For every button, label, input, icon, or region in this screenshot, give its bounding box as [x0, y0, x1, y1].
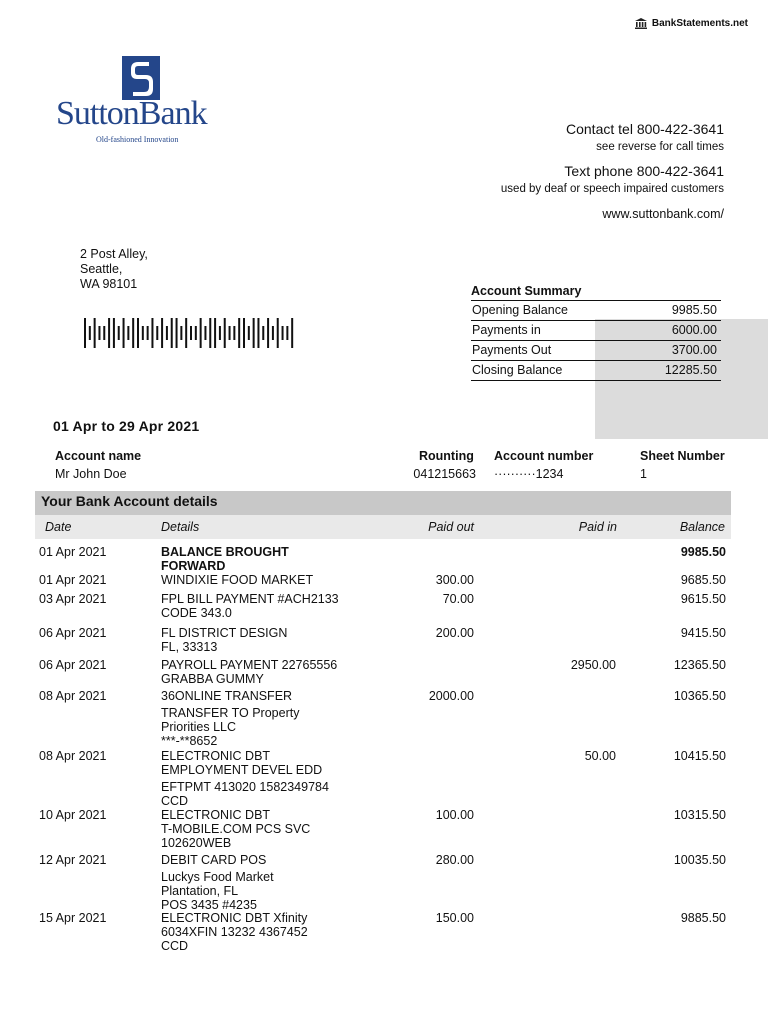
address-line: Seattle,	[80, 262, 123, 276]
tx-date: 01 Apr 2021	[39, 545, 107, 559]
tx-detail-line: ELECTRONIC DBT	[161, 749, 271, 763]
tx-date: 08 Apr 2021	[39, 749, 107, 763]
contact-tel: Contact tel 800-422-3641	[566, 121, 724, 137]
tx-detail-line: T-MOBILE.COM PCS SVC	[161, 822, 311, 836]
summary-label: Payments in	[472, 323, 541, 337]
postal-barcode	[84, 318, 296, 348]
tx-details	[161, 545, 289, 573]
account-summary	[471, 283, 721, 381]
barcode-bar	[108, 318, 110, 348]
barcode-bar	[89, 326, 91, 340]
tx-detail-line: GRABBA GUMMY	[161, 672, 264, 686]
contact-text-note: used by deaf or speech impaired customers	[500, 183, 724, 195]
col-date: Date	[45, 520, 72, 534]
barcode-bar	[185, 318, 187, 348]
tx-paid-in: 2950.00	[570, 658, 616, 672]
col-paid-out: Paid out	[428, 520, 474, 534]
barcode-bar	[243, 318, 245, 348]
tx-detail-line: ELECTRONIC DBT	[161, 808, 271, 822]
barcode-bar	[161, 318, 163, 348]
routing-label: Rounting	[419, 449, 474, 463]
tx-detail-line: FORWARD	[161, 559, 226, 573]
tx-paid-out: 280.00	[435, 853, 474, 867]
barcode-bar	[229, 326, 231, 340]
tx-date: 01 Apr 2021	[39, 573, 107, 587]
tx-detail-line: CODE 343.0	[161, 606, 232, 620]
barcode-bar	[171, 318, 173, 348]
barcode-bar	[94, 318, 96, 348]
tx-balance: 12365.50	[673, 658, 726, 672]
address-line: 2 Post Alley,	[80, 247, 148, 261]
barcode-bar	[291, 318, 293, 348]
barcode-bar	[262, 326, 264, 340]
tx-balance: 10315.50	[673, 808, 726, 822]
barcode-bar	[272, 326, 274, 340]
tx-detail-line: FL DISTRICT DESIGN	[161, 626, 288, 640]
tx-balance: 9615.50	[680, 592, 726, 606]
transaction-column-headers	[35, 515, 731, 539]
tx-date: 06 Apr 2021	[39, 626, 107, 640]
tx-detail-line: 36ONLINE TRANSFER	[161, 689, 293, 703]
statement-period: 01 Apr to 29 Apr 2021	[53, 418, 200, 434]
tx-date: 10 Apr 2021	[39, 808, 107, 822]
contact-website[interactable]: www.suttonbank.com/	[602, 207, 724, 221]
summary-title: Account Summary	[471, 283, 721, 301]
summary-row-opening	[471, 301, 721, 321]
barcode-bar	[190, 326, 192, 340]
watermark	[635, 18, 748, 29]
tx-details	[161, 592, 339, 620]
tx-detail-line: WINDIXIE FOOD MARKET	[161, 573, 314, 587]
barcode-bar	[166, 326, 168, 340]
tx-detail-line: 6034XFIN 13232 4367452	[161, 925, 308, 939]
col-paid-in: Paid in	[578, 520, 617, 534]
summary-row-closing	[471, 361, 721, 381]
col-balance: Balance	[679, 520, 725, 534]
barcode-bar	[113, 318, 115, 348]
barcode-bar	[142, 326, 144, 340]
barcode-bar	[282, 326, 284, 340]
summary-value: 12285.50	[664, 363, 717, 377]
logo-s-mark-icon	[122, 56, 160, 100]
routing-value: 041215663	[413, 467, 476, 481]
tx-details	[161, 853, 274, 912]
tx-date: 06 Apr 2021	[39, 658, 107, 672]
tx-date: 15 Apr 2021	[39, 911, 107, 925]
tx-details	[161, 658, 337, 686]
barcode-bar	[277, 318, 279, 348]
tx-detail-line: CCD	[161, 939, 189, 953]
tx-detail-line: Plantation, FL	[161, 884, 239, 898]
summary-label: Payments Out	[472, 343, 552, 357]
tx-balance: 10415.50	[673, 749, 726, 763]
tx-balance: 9985.50	[680, 545, 726, 559]
barcode-bar	[147, 326, 149, 340]
summary-row-payments-in	[471, 321, 721, 341]
summary-row-payments-out	[471, 341, 721, 361]
account-name-label: Account name	[55, 449, 142, 463]
sheet-number-label: Sheet Number	[640, 449, 725, 463]
tx-details	[161, 749, 329, 808]
address-line: WA 98101	[80, 277, 138, 291]
tx-balance: 9885.50	[680, 911, 726, 925]
barcode-bar	[195, 326, 197, 340]
barcode-bar	[209, 318, 211, 348]
bank-tagline: Old-fashioned Innovation	[96, 135, 179, 144]
tx-detail-line: FL, 33313	[161, 640, 218, 654]
tx-paid-in: 50.00	[584, 749, 616, 763]
barcode-bar	[137, 318, 139, 348]
barcode-bar	[118, 326, 120, 340]
tx-paid-out: 300.00	[435, 573, 474, 587]
tx-balance: 9685.50	[680, 573, 726, 587]
customer-address	[80, 247, 148, 292]
tx-detail-line: POS 3435 #4235	[161, 898, 257, 912]
tx-date: 12 Apr 2021	[39, 853, 107, 867]
barcode-bar	[176, 318, 178, 348]
tx-detail-line: ELECTRONIC DBT Xfinity	[161, 911, 308, 925]
account-number-label: Account number	[494, 449, 594, 463]
barcode-bar	[156, 326, 158, 340]
bank-icon	[635, 18, 647, 29]
barcode-bar	[214, 318, 216, 348]
tx-detail-line: EMPLOYMENT DEVEL EDD	[161, 763, 323, 777]
barcode-bar	[224, 318, 226, 348]
tx-paid-out: 150.00	[435, 911, 474, 925]
barcode-bar	[204, 326, 206, 340]
tx-detail-line: Priorities LLC	[161, 720, 237, 734]
barcode-bar	[151, 318, 153, 348]
tx-detail-line: EFTPMT 413020 1582349784	[161, 780, 329, 794]
tx-balance: 10365.50	[673, 689, 726, 703]
tx-details	[161, 911, 308, 953]
watermark-text: BankStatements.net	[651, 18, 748, 29]
barcode-bar	[267, 318, 269, 348]
tx-paid-out: 200.00	[435, 626, 474, 640]
barcode-bar	[127, 326, 129, 340]
tx-details	[161, 689, 299, 748]
tx-paid-out: 100.00	[435, 808, 474, 822]
barcode-bar	[84, 318, 86, 348]
contact-tel-note: see reverse for call times	[596, 141, 724, 153]
tx-detail-line: BALANCE BROUGHT	[161, 545, 289, 559]
tx-balance: 9415.50	[680, 626, 726, 640]
barcode-bar	[123, 318, 125, 348]
sheet-number-value: 1	[640, 467, 647, 481]
barcode-bar	[219, 326, 221, 340]
barcode-bar	[286, 326, 288, 340]
barcode-bar	[238, 318, 240, 348]
details-section-header	[35, 491, 731, 515]
barcode-bar	[253, 318, 255, 348]
barcode-bar	[132, 318, 134, 348]
tx-detail-line: Luckys Food Market	[161, 870, 274, 884]
summary-value: 3700.00	[671, 343, 717, 357]
tx-details	[161, 626, 287, 654]
barcode-bar	[180, 326, 182, 340]
barcode-bar	[233, 326, 235, 340]
summary-label: Opening Balance	[472, 303, 568, 317]
tx-detail-line: DEBIT CARD POS	[161, 853, 267, 867]
barcode-bar	[98, 326, 100, 340]
tx-date: 08 Apr 2021	[39, 689, 107, 703]
tx-detail-line: 102620WEB	[161, 836, 232, 850]
col-details: Details	[161, 520, 200, 534]
contact-text-phone: Text phone 800-422-3641	[564, 163, 724, 179]
tx-details	[161, 808, 310, 850]
summary-value: 9985.50	[671, 303, 717, 317]
tx-detail-line: FPL BILL PAYMENT #ACH2133	[161, 592, 339, 606]
tx-details	[161, 573, 313, 587]
tx-detail-line: TRANSFER TO Property	[161, 706, 300, 720]
bank-logo	[56, 55, 246, 145]
tx-detail-line: CCD	[161, 794, 189, 808]
tx-paid-out: 70.00	[442, 592, 474, 606]
barcode-bar	[248, 326, 250, 340]
bank-name: SuttonBank	[56, 95, 207, 132]
account-name-value: Mr John Doe	[55, 467, 127, 481]
details-title: Your Bank Account details	[41, 493, 218, 509]
tx-detail-line: ***-**8652	[161, 734, 218, 748]
tx-date: 03 Apr 2021	[39, 592, 107, 606]
barcode-bar	[257, 318, 259, 348]
tx-detail-line: PAYROLL PAYMENT 22765556	[161, 658, 338, 672]
account-number-value: ··········1234	[494, 467, 564, 481]
summary-value: 6000.00	[671, 323, 717, 337]
barcode-bar	[103, 326, 105, 340]
tx-paid-out: 2000.00	[428, 689, 474, 703]
barcode-bar	[200, 318, 202, 348]
summary-label: Closing Balance	[472, 363, 563, 377]
tx-balance: 10035.50	[673, 853, 726, 867]
